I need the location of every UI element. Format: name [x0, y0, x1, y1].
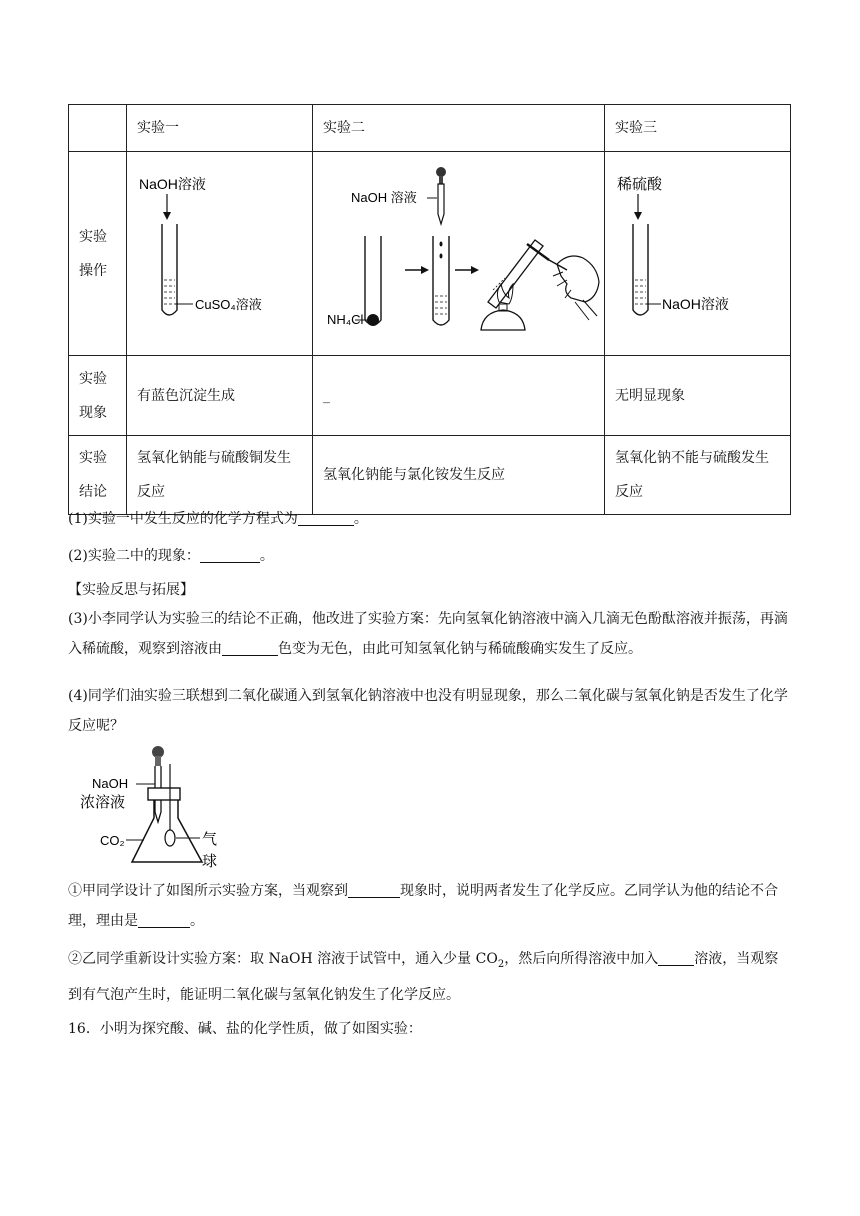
conclusion-label: 实验 结论 — [69, 436, 127, 515]
answer-blank[interactable] — [658, 949, 694, 966]
header-exp3: 实验三 — [605, 105, 791, 152]
exp3-reagent-side: NaOH溶液 — [662, 296, 729, 312]
answer-blank[interactable] — [298, 509, 354, 526]
balloon-icon — [165, 830, 175, 846]
test-tube-icon — [365, 236, 381, 325]
exp3-figure-cell — [605, 152, 791, 356]
flask-label-naoh-1: NaOH — [92, 776, 129, 791]
header-exp1: 实验一 — [127, 105, 313, 152]
question-4b: ②乙同学重新设计实验方案：取 NaOH 溶液于试管中，通入少量 $CO_2$，然后向所得溶液中加入 溶液，当观察到有气泡产生时，能证明二氧化碳与氢氧化钠发生了化学反应。 — [68, 951, 779, 1003]
question-2: (2)实验二中的现象： 。 — [68, 548, 274, 564]
flask-balloon-figure — [76, 742, 236, 872]
dropper-bulb-icon — [436, 167, 446, 177]
exp2-heating-figure — [313, 152, 604, 342]
exp2-figure-cell — [313, 152, 605, 356]
stopper-icon — [148, 788, 180, 800]
exp3-phenomenon: 无明显现象 — [605, 356, 791, 436]
answer-blank[interactable] — [138, 911, 190, 928]
exp2-phenomenon: _ — [313, 356, 605, 436]
table-header-row — [69, 105, 791, 152]
section-heading: 【实验反思与拓展】 — [68, 582, 194, 598]
flask-label-balloon-1: 气 — [202, 831, 218, 848]
phenomenon-row — [69, 356, 791, 436]
flask-label-co2: CO₂ — [100, 833, 125, 848]
exp2-reagent-bottom: NH₄Cl — [327, 312, 364, 327]
exp1-phenomenon: 有蓝色沉淀生成 — [127, 356, 313, 436]
operation-row — [69, 152, 791, 356]
question-1: (1)实验一中发生反应的化学方程式为 。 — [68, 511, 368, 527]
answer-blank[interactable] — [222, 639, 278, 656]
operation-label: 实验 操作 — [69, 152, 127, 356]
exp2-reagent-top: NaOH 溶液 — [351, 190, 417, 205]
answer-blank[interactable] — [348, 881, 400, 898]
exp3-reagent-top: 稀硫酸 — [617, 176, 663, 193]
exp1-test-tube-figure — [127, 152, 312, 342]
flask-label-balloon-2: 球 — [202, 853, 218, 870]
exp1-figure-cell — [127, 152, 313, 356]
question-16: 16．小明为探究酸、碱、盐的化学性质，做了如图实验： — [68, 1021, 422, 1037]
exp3-test-tube-figure — [605, 152, 790, 342]
flask-label-naoh-2: 浓溶液 — [80, 794, 126, 811]
test-tube-icon — [433, 236, 449, 325]
exp1-conclusion: 氢氧化钠能与硫酸铜发生反应 — [127, 436, 313, 515]
header-cell-empty — [69, 105, 127, 152]
dropper-icon — [438, 184, 444, 224]
experiment-table — [68, 104, 791, 515]
phenomenon-label: 实验 现象 — [69, 356, 127, 436]
conclusion-row — [69, 436, 791, 515]
heating-apparatus-icon — [481, 240, 599, 330]
header-exp2: 实验二 — [313, 105, 605, 152]
question-4: (4)同学们油实验三联想到二氧化碳通入到氢氧化钠溶液中也没有明显现象，那么二氧化碳与氢氧化钠是否发生了化学反应呢？ — [68, 688, 788, 734]
question-3: (3)小李同学认为实验三的结论不正确，他改进了实验方案：先向氢氧化钠溶液中滴入几滴无色酚酞溶液并振荡，再滴入稀硫酸，观察到溶液由 色变为无色，由此可知氢氧化钠与稀硫酸确实发生了反应。 — [68, 611, 788, 657]
exp1-reagent-side: CuSO₄溶液 — [195, 297, 262, 312]
question-4a: ①甲同学设计了如图所示实验方案，当观察到 现象时，说明两者发生了化学反应。乙同学认为他的结论不合理，理由是 。 — [68, 883, 778, 929]
exp3-conclusion: 氢氧化钠不能与硫酸发生反应 — [605, 436, 791, 515]
exp2-conclusion: 氢氧化钠能与氯化铵发生反应 — [313, 436, 605, 515]
answer-blank[interactable] — [200, 546, 260, 563]
exp1-reagent-top: NaOH溶液 — [139, 176, 206, 192]
